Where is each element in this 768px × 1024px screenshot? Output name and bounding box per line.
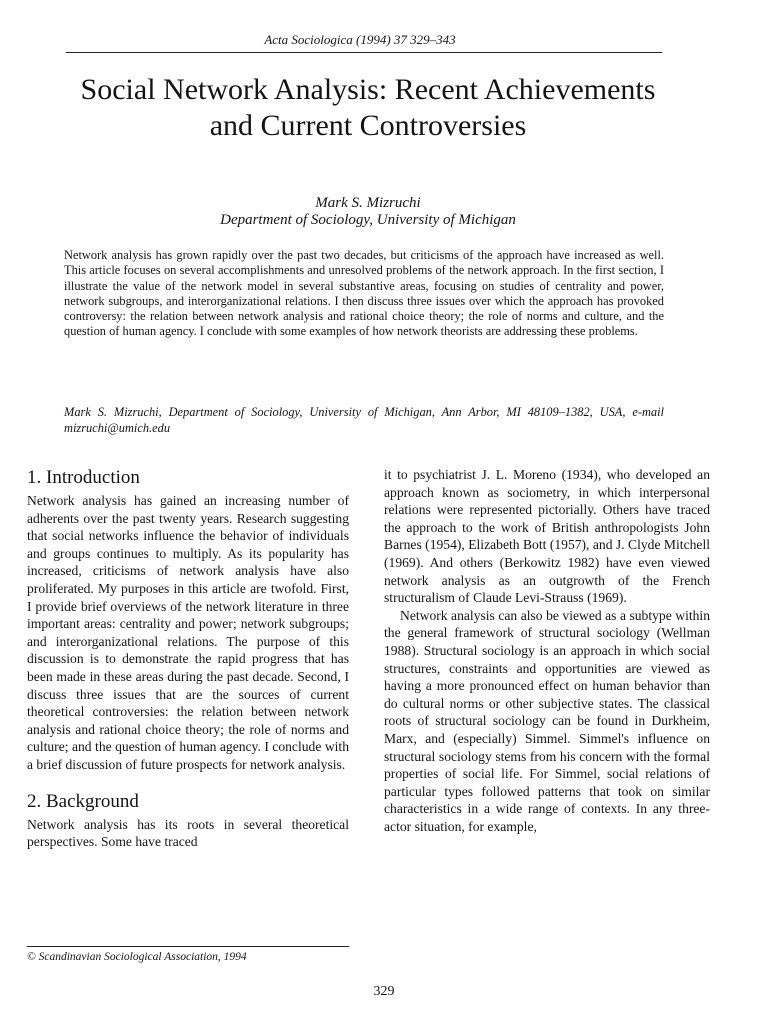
background-paragraph: Network analysis has its roots in several theoretical perspectives. Some have traced xyxy=(27,816,349,850)
footnote-rule xyxy=(27,946,349,947)
author-affiliation: Department of Sociology, University of Michigan xyxy=(220,212,516,228)
section-heading-background: 2. Background xyxy=(27,790,139,812)
author-name: Mark S. Mizruchi xyxy=(315,195,421,211)
introduction-paragraph: Network analysis has gained an increasing number of adherents over the past twenty years. Research suggesting that social networks influence the behavior of individuals and groups continues to multiply. As its popularity has increased, criticisms of network analysis have also proliferated. My purposes in this article are twofold. First, I provide brief overviews of the network literature in three important areas: centrality and power; network subgroups; and interorganizational relations. The purpose of this discussion is to demonstrate the rapid progress that has been made in these areas during the past decade. Second, I discuss three issues that are the sources of current theoretical controversies: the relation between network analysis and rational choice theory; the role of norms and culture; and the question of human agency. I conclude with a brief discussion of future prospects for network analysis. xyxy=(27,493,349,772)
running-head: Acta Sociologica (1994) 37 329–343 xyxy=(264,32,456,47)
author-address: Mark S. Mizruchi, Department of Sociology, University of Michigan, Ann Arbor, MI 48109–1382, USA, e-mail mizruchi@umich.edu xyxy=(64,405,664,435)
page-number: 329 xyxy=(373,984,395,999)
paper-title: Social Network Analysis: Recent Achievements and Current Controversies xyxy=(80,73,656,142)
right-column-paragraph-1: it to psychiatrist J. L. Moreno (1934), who developed an approach known as sociometry, in which interpersonal relations were represented pictorially. Others have traced the approach to the work of British anthropologists John Barnes (1954), Elizabeth Bott (1957), and J. Clyde Mitchell (1969). And others (Berkowitz 1982) have even viewed network analysis as an outgrowth of the French structuralism of Claude Levi-Strauss (1969). xyxy=(384,467,710,606)
left-column xyxy=(27,466,349,851)
copyright-footnote: © Scandinavian Sociological Association, 1994 xyxy=(27,951,247,963)
right-column-paragraph-2: Network analysis can also be viewed as a subtype within the general framework of structural sociology (Wellman 1988). Structural sociology is an approach in which social structures, constraints and opportunities are viewed as having a more pronounced effect on human behavior than do cultural norms or other subjective states. The classical roots of structural sociology can be found in Durkheim, Marx, and (especially) Simmel. Simmel's influence on structural sociology stems from his concern with the formal properties of social life. For Simmel, social relations of particular types followed patterns that took on similar characteristics in a wide range of contexts. In any three-actor situation, for example, xyxy=(384,607,710,834)
section-heading-introduction: 1. Introduction xyxy=(27,467,140,488)
right-column xyxy=(384,466,710,835)
abstract: Network analysis has grown rapidly over the past two decades, but criticisms of the approach have increased as well. This article focuses on several accomplishments and unresolved problems of the network approach. In the first section, I illustrate the value of the network model in several substantive areas, focusing on studies of centrality and power, network subgroups, and interorganizational relations. I then discuss three issues over which the approach has provoked controversy: the relation between network analysis and rational choice theory; the role of norms and culture, and the question of human agency. I conclude with some examples of how network theorists are addressing these problems. xyxy=(64,248,664,339)
header-rule xyxy=(66,52,662,53)
